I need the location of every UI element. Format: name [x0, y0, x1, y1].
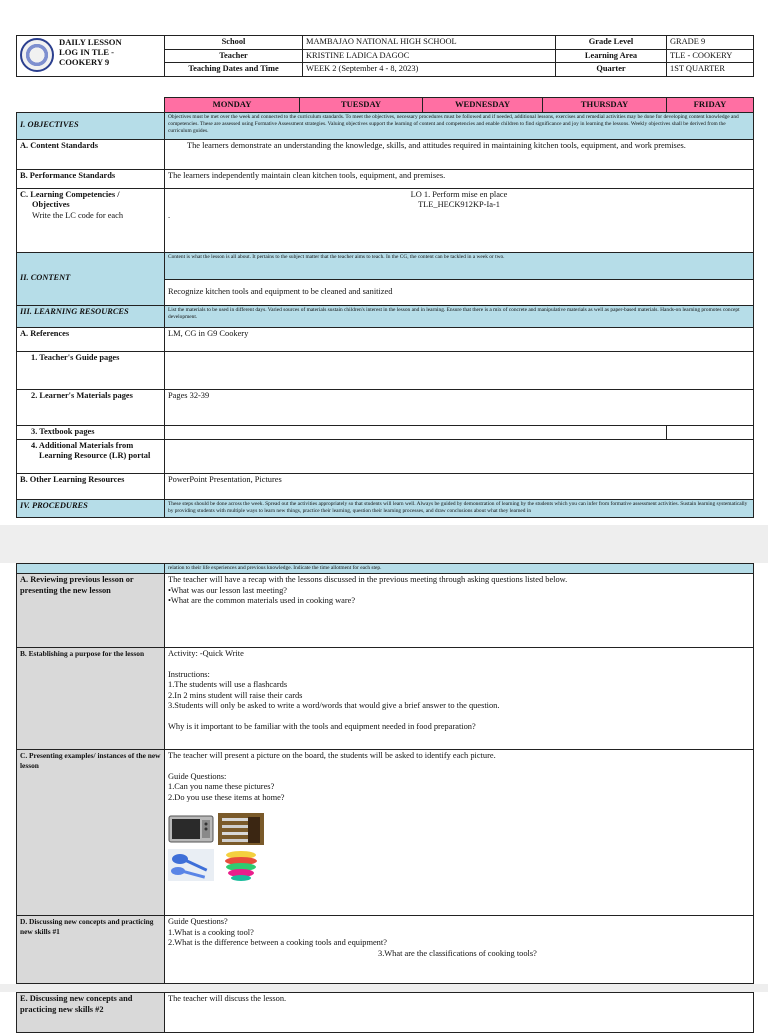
proc-c-intro: The teacher will present a picture on the board, the students will be asked to identify each picture.: [168, 751, 496, 761]
content-label: II. CONTENT: [17, 252, 165, 305]
day-thursday: THURSDAY: [543, 97, 667, 112]
proc-a-value: [165, 574, 754, 648]
tb-value-friday: [667, 425, 754, 439]
dates-label: Teaching Dates and Time: [165, 63, 303, 77]
proc-b-question: Why is it important to be familiar with the tools and equipment needed in food preparation?: [168, 721, 476, 731]
content-standards-value: The learners demonstrate an understanding the knowledge, skills, and attitudes required in maintaining kitchen tools, equipment, and work premises.: [165, 139, 754, 169]
quarter-value: 1ST QUARTER: [667, 63, 754, 77]
performance-value: The learners independently maintain clean kitchen tools, equipment, and premises.: [165, 169, 754, 188]
page-2: [16, 563, 753, 1024]
lr-label: [17, 439, 165, 473]
proc-c-line-1: 1.Can you name these pictures?: [168, 782, 275, 792]
tg-label: 1. Teacher's Guide pages: [17, 351, 165, 389]
competencies-label-1: C. Learning Competencies /: [20, 189, 120, 199]
measuring-spoons-icon: [168, 849, 214, 881]
day-monday: MONDAY: [165, 97, 300, 112]
content-value: Recognize kitchen tools and equipment to be cleaned and sanitized: [165, 279, 754, 305]
title-line-2: LOG IN TLE -: [59, 46, 114, 57]
tb-value: [165, 425, 667, 439]
proc-b-instructions: Instructions:: [168, 669, 210, 679]
day-wednesday: WEDNESDAY: [423, 97, 543, 112]
area-label: Learning Area: [556, 49, 667, 63]
title-cell: [17, 36, 165, 77]
procedures-note-cont: relation to their life experiences and previous knowledge. Indicate the time allotment for each step.: [165, 564, 754, 574]
page-gap: [0, 525, 768, 563]
deped-seal-icon: [20, 38, 54, 72]
objectives-label: I. OBJECTIVES: [17, 112, 165, 139]
content-note: Content is what the lesson is all about. It pertains to the subject matter that the teacher aims to teach. In the CG, the content can be tackled in a week or two.: [165, 252, 754, 279]
resources-note: List the materials to be used in different days. Varied sources of materials sustain children's interest in the lesson and in learning. Ensure that there is a mix of concrete and manipulative materials as well as paper-based materials. Hands-on learning promotes concept development.: [165, 305, 754, 327]
grade-label: Grade Level: [556, 36, 667, 50]
area-value: TLE - COOKERY: [667, 49, 754, 63]
procedures-label: IV. PROCEDURES: [17, 499, 165, 517]
proc-d-line-2: 2.What is the difference between a cooking tools and equipment?: [168, 938, 387, 948]
competency-1: LO 1. Perform mise en place: [410, 189, 508, 199]
page-1: [16, 35, 753, 518]
proc-a-line-3: •What are the common materials used in cooking ware?: [168, 596, 356, 606]
other-value: PowerPoint Presentation, Pictures: [165, 473, 754, 499]
proc-c-label: C. Presenting examples/ instances of the new lesson: [17, 750, 165, 916]
lm-label: 2. Learner's Materials pages: [17, 389, 165, 425]
lm-value: Pages 32-39: [165, 389, 754, 425]
proc-a-line-1: The teacher will have a recap with the lessons discussed in the previous meeting through asking questions listed below.: [168, 575, 568, 585]
teacher-value: KRISTINE LADICA DAGOC: [303, 49, 556, 63]
proc-b-activity: Activity: -Quick Write: [168, 649, 244, 659]
picture-grid: [168, 813, 278, 881]
school-label: School: [165, 36, 303, 50]
competency-2: TLE_HECK912KP-Ia-1: [418, 200, 500, 209]
proc-b-line-1: 1.The students will use a flashcards: [168, 680, 288, 690]
proc-d-line-3: 3.What are the classifications of cooking tools?: [378, 948, 537, 958]
competencies-label-3: Write the LC code for each: [32, 210, 124, 220]
procedures-table: [16, 563, 754, 984]
title-line-3: COOKERY 9: [59, 56, 110, 67]
procedures-note: These steps should be done across the week. Spread out the activities appropriately so that students will learn well. Always be guided by demonstration of learning by the students which you can infer from formative assessment activities. Sustain learning systematically by providing students with multiple ways to learn new things, practice their learning, question their learning processes, and draw conclusions about what they learned in: [165, 499, 754, 517]
proc-b-label: B. Establishing a purpose for the lesson: [17, 648, 165, 750]
competencies-label-2: Objectives: [32, 200, 70, 209]
proc-a-line-2: •What was our lesson last meeting?: [168, 585, 287, 595]
procedures-table-2: [16, 992, 754, 1033]
proc-c-guide: Guide Questions:: [168, 771, 227, 781]
school-value: MAMBAJAO NATIONAL HIGH SCHOOL: [303, 36, 556, 50]
proc-b-line-3: 3.Students will only be asked to write a word/words that would give a brief answer to the question.: [168, 701, 500, 711]
tb-label: 3. Textbook pages: [17, 425, 165, 439]
competencies-label: [17, 188, 165, 252]
proc-d-guide: Guide Questions?: [168, 917, 228, 927]
dates-value: WEEK 2 (September 4 - 8, 2023): [303, 63, 556, 77]
content-standards-label: A. Content Standards: [17, 139, 165, 169]
competencies-value: [165, 188, 754, 252]
microwave-icon: [168, 813, 214, 845]
knife-set-icon: [218, 813, 264, 845]
day-tuesday: TUESDAY: [300, 97, 423, 112]
proc-e-value: The teacher will discuss the lesson.: [165, 993, 754, 1033]
references-label: A. References: [17, 327, 165, 351]
proc-c-line-2: 2.Do you use these items at home?: [168, 792, 285, 802]
colanders-icon: [218, 849, 264, 881]
proc-b-value: [165, 648, 754, 750]
other-label: B. Other Learning Resources: [17, 473, 165, 499]
lr-label-1: 4. Additional Materials from: [31, 440, 134, 450]
proc-d-value: [165, 916, 754, 984]
proc-d-label: D. Discussing new concepts and practicing new skills #1: [17, 916, 165, 984]
title-line-1: DAILY LESSON: [59, 37, 122, 47]
performance-label: B. Performance Standards: [17, 169, 165, 188]
lesson-table: [16, 97, 754, 518]
objectives-note: Objectives must be met over the week and connected to the curriculum standards. To meet the objectives, necessary procedures must be followed and if needed, additional lessons, exercises and remedial activities may be done for developing content knowledge and competencies. These are assessed using Formative Assessment strategies. Valuing objectives support the learning of content and competencies and enable children to find significance and joy in learning the lessons. Weekly objectives shall be derived from the curriculum guides.: [165, 112, 754, 139]
lr-label-2: Learning Resource (LR) portal: [39, 451, 151, 460]
day-friday: FRIDAY: [667, 97, 754, 112]
competency-dot: .: [168, 210, 171, 220]
header-table: [16, 35, 754, 77]
proc-d-line-1: 1.What is a cooking tool?: [168, 927, 254, 937]
proc-c-value: [165, 750, 754, 916]
resources-label: III. LEARNING RESOURCES: [17, 305, 165, 327]
teacher-label: Teacher: [165, 49, 303, 63]
grade-value: GRADE 9: [667, 36, 754, 50]
proc-b-line-2: 2.In 2 mins student will raise their cards: [168, 690, 303, 700]
quarter-label: Quarter: [556, 63, 667, 77]
tg-value: [165, 351, 754, 389]
proc-a-label: A. Reviewing previous lesson or presenting the new lesson: [17, 574, 165, 648]
lr-value: [165, 439, 754, 473]
references-value: LM, CG in G9 Cookery: [165, 327, 754, 351]
proc-e-label: E. Discussing new concepts and practicing new skills #2: [17, 993, 165, 1033]
